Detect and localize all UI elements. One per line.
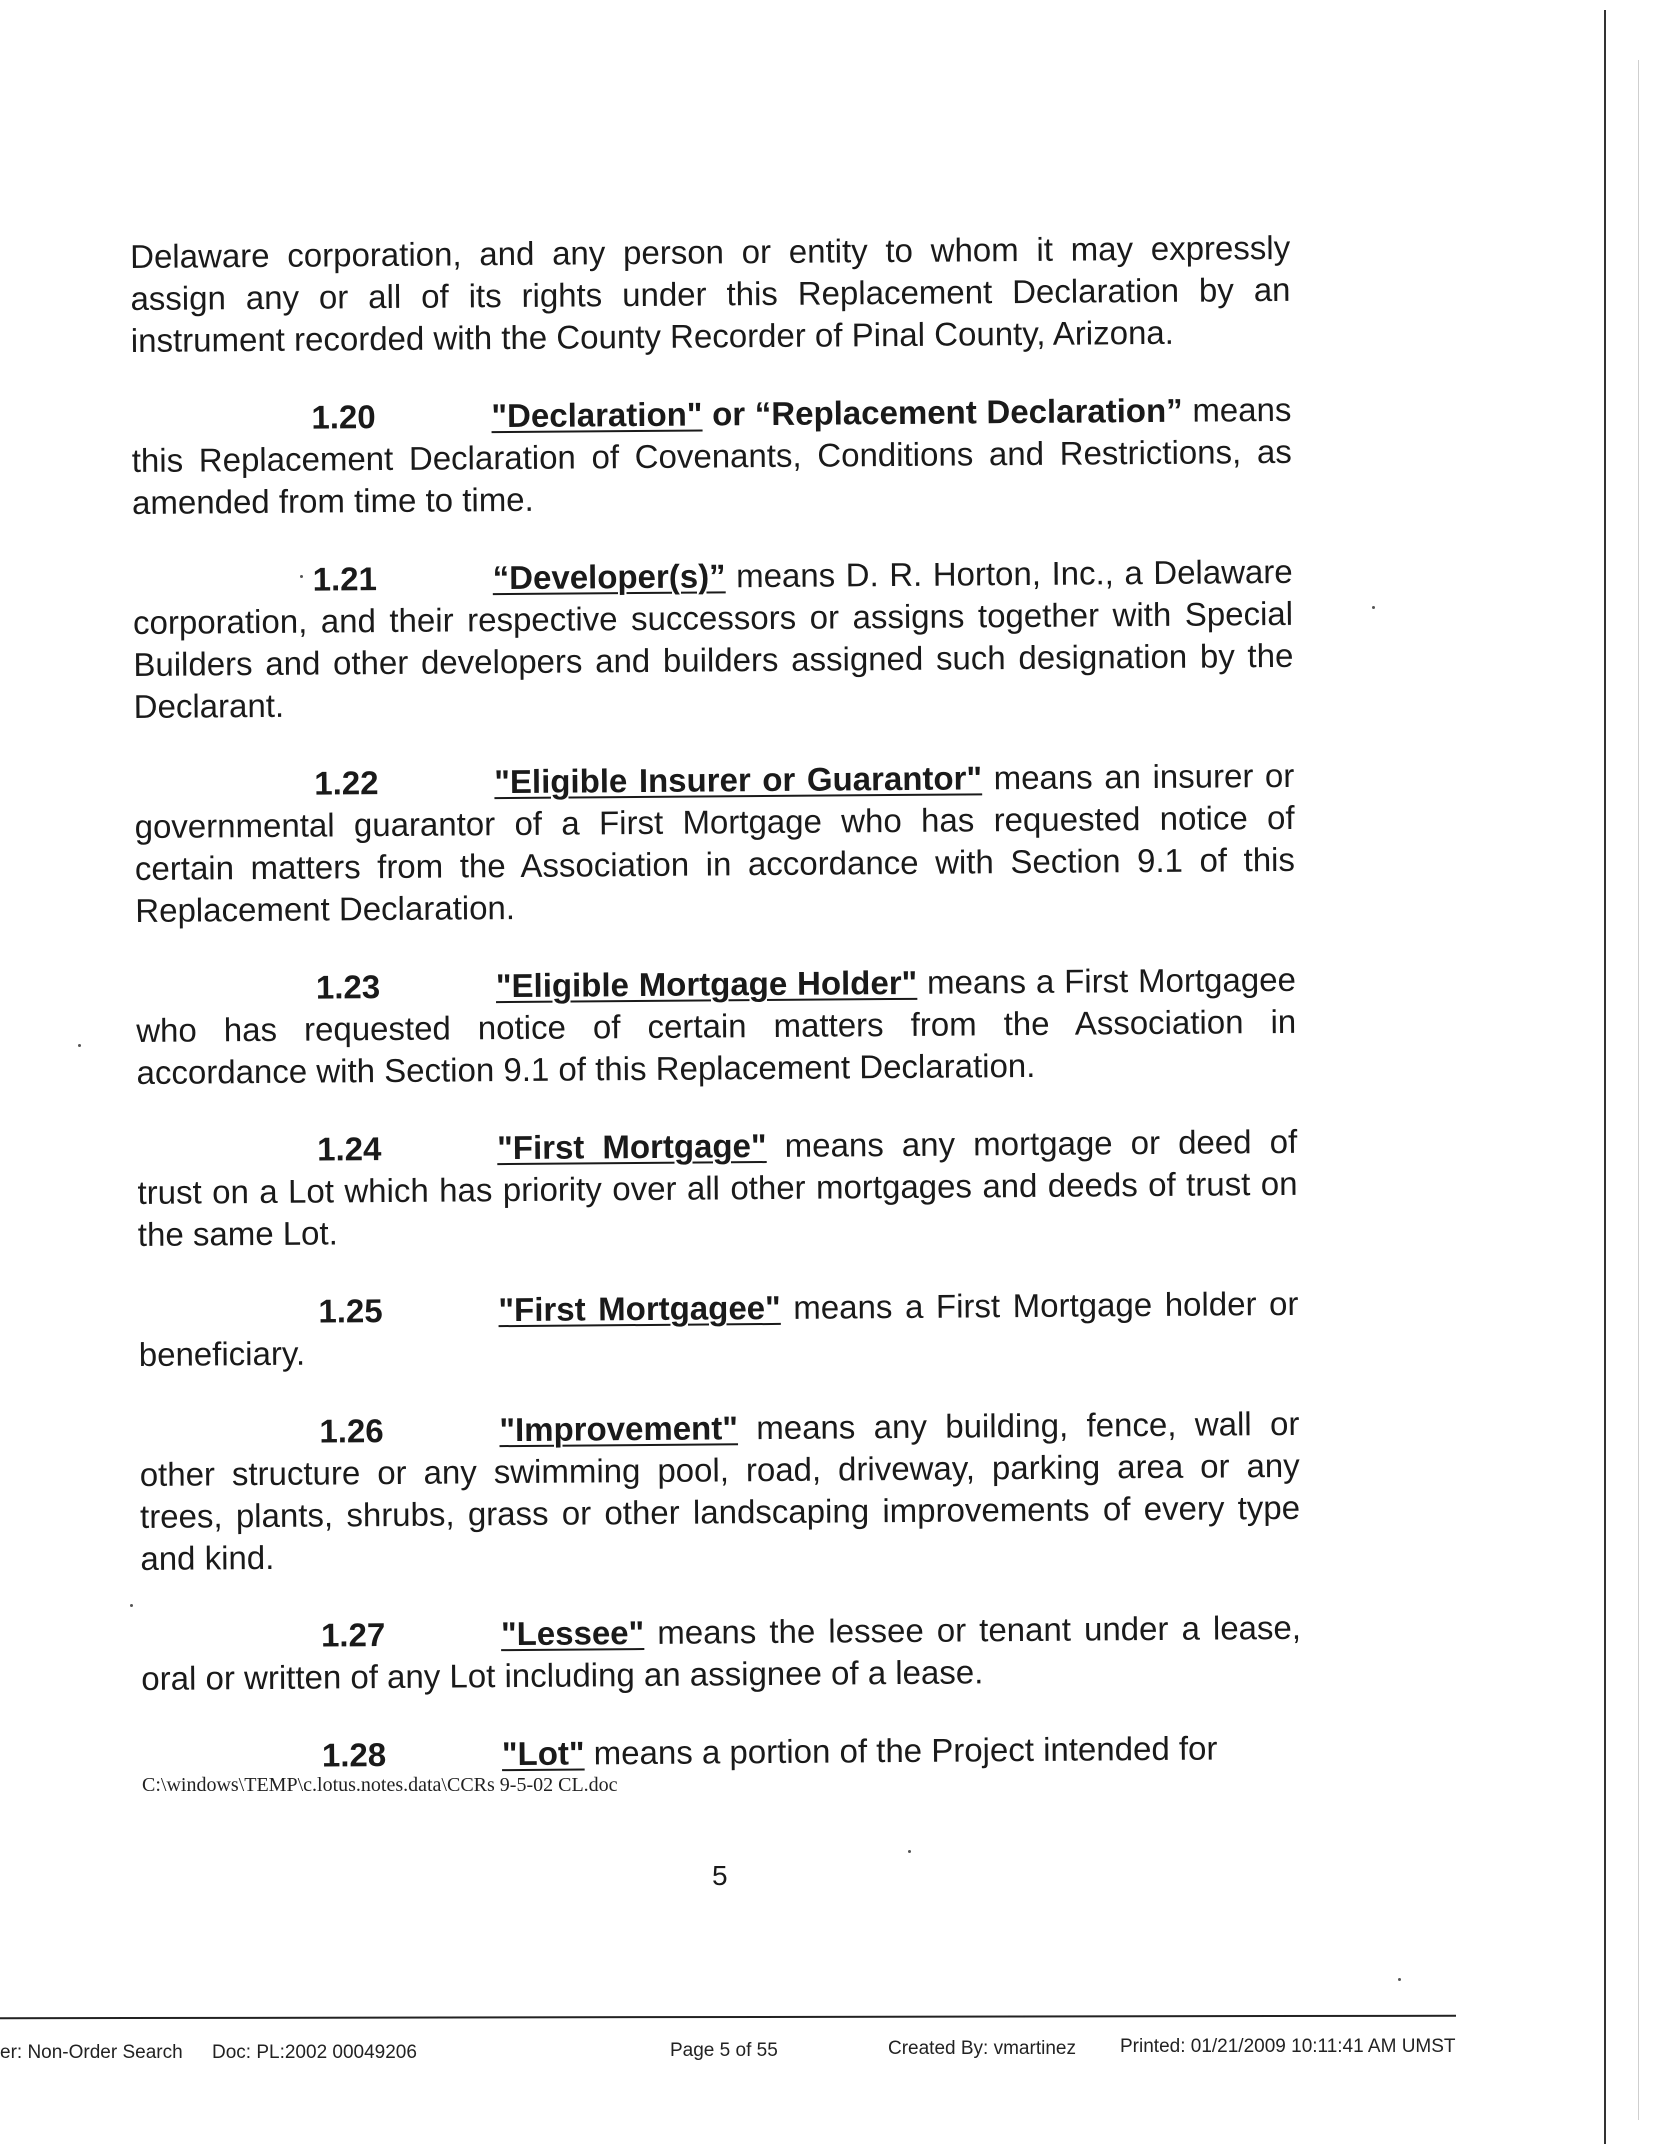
definition-text: means any mortgage or deed of trust on a Lot which has priority over all other mortgages and deeds of trust on the same Lot. bbox=[137, 1122, 1298, 1253]
definition-text: means this Replacement Declaration of Covenants, Conditions and Restrictions, as amended from time to time. bbox=[131, 390, 1292, 521]
document-body bbox=[130, 227, 1302, 1814]
section-number: 1.23 bbox=[315, 968, 381, 1006]
definition-text: means an insurer or governmental guarantor of a First Mortgage who has requested notice of certain matters from the Association in accordance with Section 9.1 of this Replacement Declaration. bbox=[134, 756, 1296, 929]
defined-term: “Developer(s)” bbox=[492, 557, 726, 597]
defined-term: "Eligible Mortgage Holder" bbox=[495, 963, 918, 1005]
definition-text: means a First Mortgage holder or beneficiary. bbox=[138, 1284, 1299, 1373]
section-number: 1.28 bbox=[321, 1736, 387, 1774]
print-page-count: Page 5 of 55 bbox=[670, 2040, 778, 2061]
section-1-20 bbox=[131, 389, 1292, 524]
scan-speck bbox=[1398, 1978, 1401, 1981]
defined-term: "Eligible Insurer or Guarantor" bbox=[494, 759, 983, 801]
right-edge-shadow bbox=[1638, 60, 1639, 2120]
section-1-25 bbox=[138, 1283, 1299, 1376]
defined-term: "First Mortgagee" bbox=[498, 1288, 781, 1329]
section-number: 1.24 bbox=[317, 1130, 382, 1168]
print-timestamp: Printed: 01/21/2009 10:11:41 AM UMST bbox=[1120, 2036, 1456, 2057]
section-number: 1.21 bbox=[312, 560, 378, 598]
defined-term: "Lessee" bbox=[500, 1614, 645, 1653]
defined-term: "Lot" bbox=[501, 1734, 585, 1773]
definition-text: means a portion of the Project intended for bbox=[584, 1729, 1218, 1772]
term-connector: or bbox=[702, 395, 755, 433]
scan-speck bbox=[300, 575, 303, 578]
right-margin-rule bbox=[1604, 10, 1606, 2144]
section-1-28 bbox=[142, 1727, 1302, 1778]
section-1-27 bbox=[141, 1607, 1302, 1700]
print-bar-rule bbox=[0, 2015, 1456, 2020]
defined-term-2: “Replacement Declaration” bbox=[754, 391, 1183, 433]
section-1-23 bbox=[136, 959, 1297, 1094]
section-number: 1.26 bbox=[319, 1412, 384, 1450]
definition-text: means D. R. Horton, Inc., a Delaware corporation, and their respective successors or assigns together with Special Builders and other developers and builders assigned such designation by the Declarant. bbox=[132, 552, 1294, 725]
print-order: er: Non-Order Search bbox=[0, 2042, 183, 2063]
section-1-21 bbox=[133, 551, 1294, 728]
section-number: 1.20 bbox=[311, 398, 376, 436]
scan-speck bbox=[1372, 606, 1375, 609]
intro-text: Delaware corporation, and any person or entity to whom it may expressly assign any or all of its rights under this Replacement Declaration by an instrument recorded with the County Recorder of Pinal County, Arizona. bbox=[130, 228, 1291, 359]
section-1-22 bbox=[134, 755, 1295, 932]
page-number: 5 bbox=[712, 1860, 728, 1891]
footer-file-path: C:\windows\TEMP\c.lotus.notes.data\CCRs 9-5-02 CL.doc bbox=[142, 1774, 618, 1796]
print-doc-id: Doc: PL:2002 00049206 bbox=[212, 2042, 417, 2063]
section-1-24 bbox=[137, 1121, 1298, 1256]
scan-speck bbox=[130, 1604, 133, 1607]
definition-text: means a First Mortgagee who has requested notice of certain matters from the Association in accordance with Section 9.1 of this Replacement Declaration. bbox=[136, 960, 1297, 1091]
scan-speck bbox=[908, 1850, 911, 1853]
section-number: 1.22 bbox=[314, 764, 379, 802]
print-created-by: Created By: vmartinez bbox=[888, 2038, 1076, 2059]
section-number: 1.27 bbox=[320, 1616, 386, 1654]
defined-term: "First Mortgage" bbox=[497, 1127, 767, 1167]
defined-term: "Declaration" bbox=[491, 395, 703, 435]
definition-text: means the lessee or tenant under a lease, oral or written of any Lot including an assignee of a lease. bbox=[141, 1608, 1302, 1697]
definition-text: means any building, fence, wall or other structure or any swimming pool, road, driveway, parking area or any trees, plants, shrubs, grass or other landscaping improvements of every type and kind. bbox=[139, 1404, 1301, 1577]
defined-term: "Improvement" bbox=[499, 1409, 739, 1449]
intro-paragraph bbox=[130, 227, 1291, 362]
section-1-26 bbox=[139, 1403, 1300, 1580]
scan-speck bbox=[78, 1044, 81, 1047]
section-number: 1.25 bbox=[318, 1292, 383, 1330]
